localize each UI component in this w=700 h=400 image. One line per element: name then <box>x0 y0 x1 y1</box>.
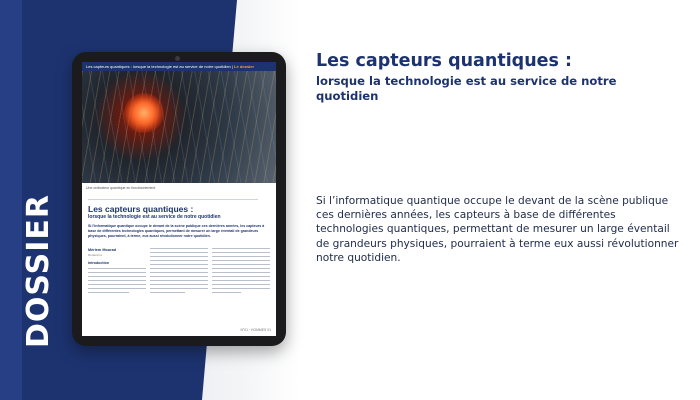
photo-caption: Une ordinateur quantique en fonctionnement <box>86 186 156 190</box>
article-title: Les capteurs quantiques : <box>88 204 194 214</box>
camera-icon <box>175 56 180 61</box>
left-accent-stripe <box>0 0 22 400</box>
tablet-screen <box>82 62 276 336</box>
article-lead: Si l'informatique quantique occupe le devant de la scène publique ces dernières années, les capteurs à base de différentes technologies quantiques, permettant de mesurer un large éventail de grandeurs physiques, pourraient, à terme, eux aussi révolutionner notre quotidien. <box>88 224 265 238</box>
dossier-vertical-label: DOSSIER <box>21 193 56 348</box>
magazine-header-text: Les capteurs quantiques : lorsque la technologie est au service de notre quotidien <box>86 64 231 69</box>
page-title: Les capteurs quantiques : <box>316 51 573 71</box>
text-column-2 <box>150 248 208 320</box>
article-title-block <box>88 199 258 221</box>
text-column-3 <box>212 248 270 320</box>
page-footer: N°01 · HOMMES 01 <box>240 328 271 332</box>
author-name: Mériem Mourad <box>88 248 117 252</box>
author-role: Rédactrice <box>88 253 103 257</box>
quantum-chip-glow <box>124 93 164 133</box>
article-photo <box>82 71 276 183</box>
article-subtitle: lorsque la technologie est au service de notre quotidien <box>88 214 221 220</box>
tablet-device <box>72 52 286 346</box>
intro-heading: Introduction <box>88 261 109 265</box>
page-subtitle: lorsque la technologie est au service de notre quotidien <box>316 74 617 103</box>
page-body-text: Si l’informatique quantique occupe le devant de la scène publique ces dernières années, les capteurs à base de différentes technologies quantiques, permettant de mesurer un large éventail de grandeurs physiques, pourraient à terme eux aussi révolutionner notre quotidien. <box>316 195 679 264</box>
magazine-header: Les capteurs quantiques : lorsque la technologie est au service de notre quotidien | Le dossier <box>82 62 276 71</box>
magazine-section-label: Le dossier <box>234 64 255 69</box>
photo-wires <box>82 71 276 183</box>
text-column-1 <box>88 248 146 320</box>
